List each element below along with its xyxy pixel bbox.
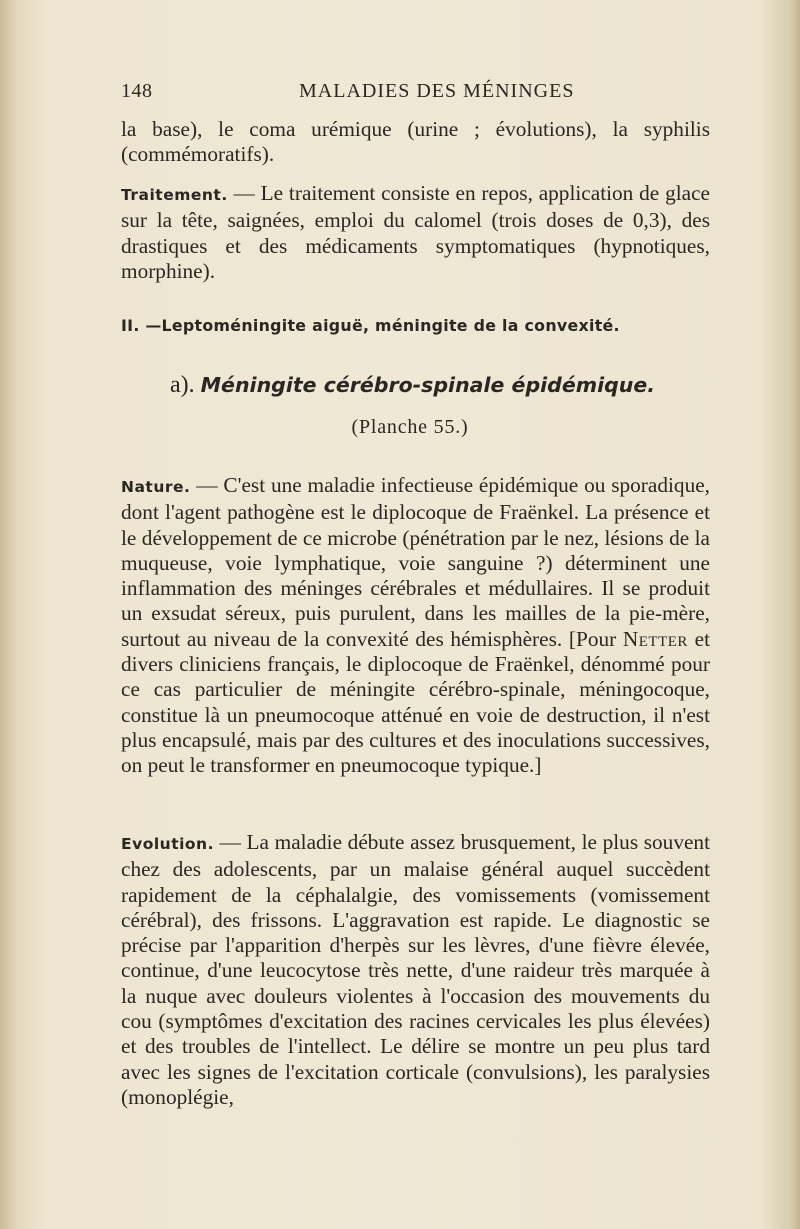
nature-label: Nature. — [121, 478, 191, 496]
section-heading: II. —Leptoméningite aiguë, méningite de la convexité. — [121, 316, 620, 335]
subsection-heading — [170, 372, 730, 399]
subsection-title: Méningite cérébro-spinale épidémique. — [200, 373, 656, 397]
nature-text-1: — C'est une maladie infectieuse épidémique ou sporadique, dont l'agent pathogène est le diplocoque de Fraënkel. La présence et le développement de ce microbe (pénétration par le nez, lésions de la muqueuse, voie lymphatique, voie sanguine ?) déterminent une inflammation des méninges cérébrales et médullaires. Il se produit un exsudat séreux, puis purulent, dans les mailles de la pie-mère, surtout au niveau de la convexité des hémisphères. [Pour — [121, 473, 710, 651]
subsection-letter: a). — [170, 372, 195, 398]
evolution-text: — La maladie débute assez brusquement, le plus souvent chez des adolescents, par un malaise général auquel succèdent rapidement de la céphalalgie, des vomissements (vomissement cérébral), des frissons. L'aggravation est rapide. Le diagnostic se précise par l'apparition d'herpès sur les lèvres, d'une fièvre élevée, continue, d'une leucocytose très nette, d'une raideur très marquée à la nuque avec douleurs violentes à l'occasion des mouvements du cou (symptômes d'excitation des racines cervicales les plus élevées) et des troubles de l'intellect. Le délire se montre un peu plus tard avec les signes de l'excitation corticale (convulsions), les paralysies (monoplégie, — [121, 830, 710, 1109]
evolution-label: Evolution. — [121, 835, 214, 853]
author-name: Netter — [622, 626, 688, 651]
intro-text: la base), le coma urémique (urine ; évolutions), la syphilis (commémoratifs). — [121, 117, 710, 167]
running-title: MALADIES DES MÉNINGES — [299, 80, 575, 102]
traitement-label: Traitement. — [121, 186, 228, 204]
evolution-paragraph — [121, 830, 710, 1110]
page-number: 148 — [121, 80, 153, 102]
traitement-paragraph — [121, 181, 710, 284]
intro-paragraph — [121, 117, 710, 168]
nature-text-2: et divers cliniciens français, le diplocoque de Fraënkel, dénommé pour ce cas particulier de méningite cérébro-spinale, méningocoque, constitue là un pneumocoque atténué en voie de destruction, il n'est plus encapsulé, mais par des cultures et des inoculations successives, on peut le transformer en pneumocoque typique.] — [121, 626, 710, 778]
plate-reference: (Planche 55.) — [351, 416, 469, 438]
page-header — [121, 80, 711, 103]
nature-paragraph — [121, 473, 710, 779]
traitement-text: — Le traitement consiste en repos, application de glace sur la tête, saignées, emploi du calomel (trois doses de 0,3), des drastiques et des médicaments symptomatiques (hypnotiques, morphine). — [121, 181, 710, 283]
